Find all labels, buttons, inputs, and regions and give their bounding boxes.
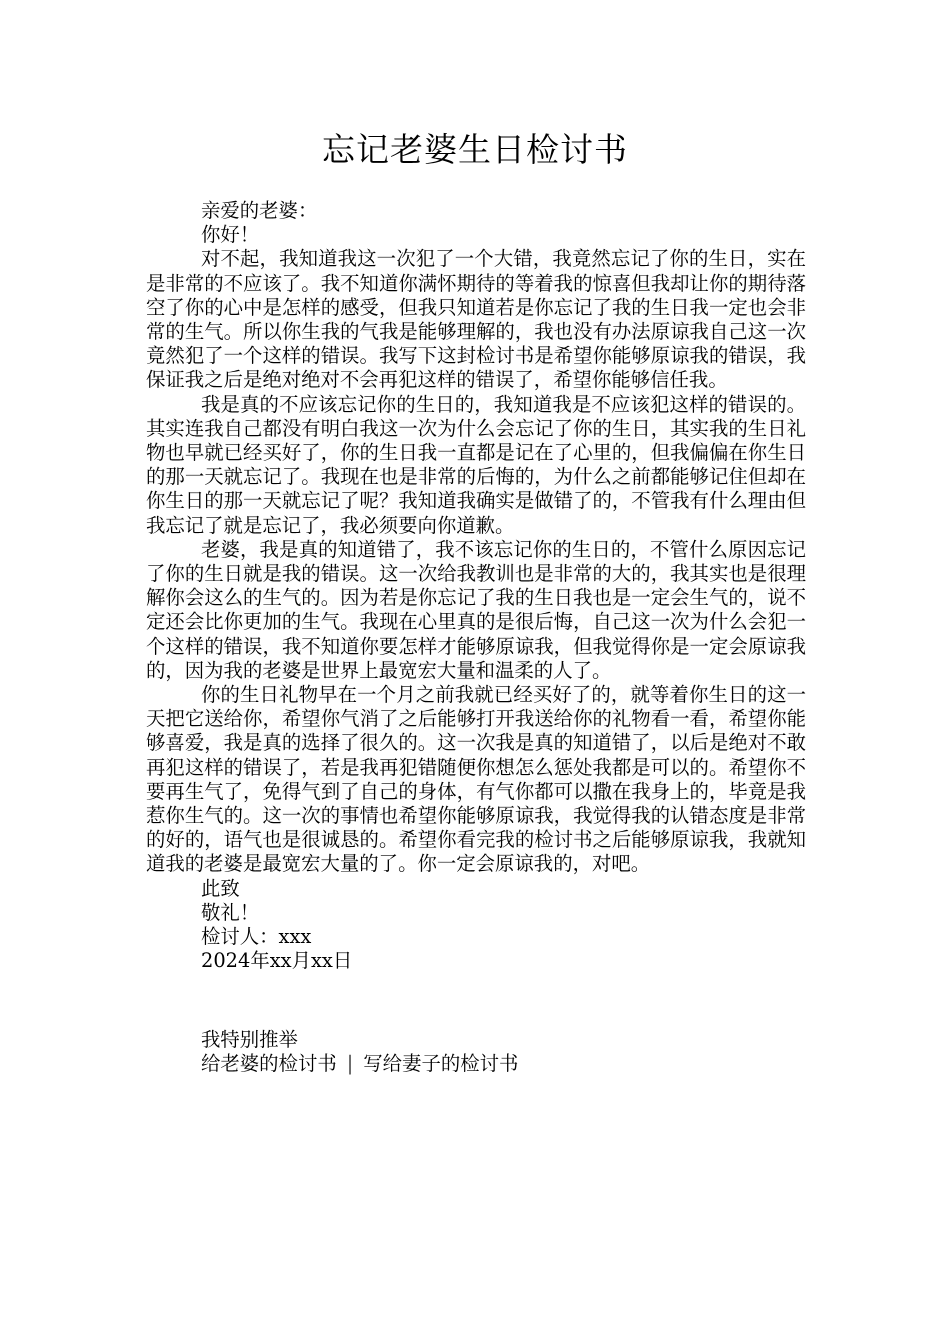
signature: 检讨人：xxx [201,925,312,949]
document-title: 忘记老婆生日检讨书 [322,130,628,169]
recommendation-link-2[interactable]: 写给妻子的检讨书 [363,1051,519,1075]
link-separator: | [346,1051,354,1075]
paragraph-4: 你的生日礼物早在一个月之前我就已经买好了的，就等着你生日的这一天把它送给你，希望你气消了之后能够打开我送给你的礼物看一看，希望你能够喜爱，我是真的选择了很久的。这一次我是真的知道错了，以后是绝对不敢再犯这样的错误了，若是我再犯错随便你想怎么惩处我都是可以的。希望你不要再生气了，免得气到了自己的身体，有气你都可以撒在我身上的，毕竟是我惹你生气的。这一次的事情也希望你能够原谅我，我觉得我的认错态度是非常的好的，语气也是很诚恳的。希望你看完我的检讨书之后能够原谅我，我就知道我的老婆是最宽宏大量的了。你一定会原谅我的，对吧。 [146,683,806,876]
letter-body [146,199,806,1076]
closing-line-1: 此致 [201,876,240,900]
paragraph-1: 对不起，我知道我这一次犯了一个大错，我竟然忘记了你的生日，实在是非常的不应该了。我不知道你满怀期待的等着我的惊喜但我却让你的期待落空了你的心中是怎样的感受，但我只知道若是你忘记了我的生日我一定也会非常的生气。所以你生我的气我是能够理解的，我也没有办法原谅我自己这一次竟然犯了一个这样的错误。我写下这封检讨书是希望你能够原谅我的错误，我保证我之后是绝对绝对不会再犯这样的错误了，希望你能够信任我。 [146,247,806,392]
recommendations-heading: 我特别推举 [201,1027,298,1051]
paragraph-2: 我是真的不应该忘记你的生日的，我知道我是不应该犯这样的错误的。其实连我自己都没有明白我这一次为什么会忘记了你的生日，其实我的生日礼物也早就已经买好了，你的生日我一直都是记在了心里的，但我偏偏在你生日的那一天就忘记了。我现在也是非常的后悔的，为什么之前都能够记住但却在你生日的那一天就忘记了呢？我知道我确实是做错了的，不管我有什么理由但我忘记了就是忘记了，我必须要向你道歉。 [146,392,806,537]
closing-line-2: 敬礼！ [201,900,260,924]
recommendation-link-1[interactable]: 给老婆的检讨书 [201,1051,337,1075]
recommendation-links [146,1052,806,1076]
date: 2024年xx月xx日 [201,949,353,973]
greeting: 你好！ [201,223,260,247]
paragraph-3: 老婆，我是真的知道错了，我不该忘记你的生日的，不管什么原因忘记了你的生日就是我的错误。这一次给我教训也是非常的大的，我其实也是很理解你会这么的生气的。因为若是你忘记了我的生日我也是一定会生气的，说不定还会比你更加的生气。我现在心里真的是很后悔，自己这一次为什么会犯一个这样的错误，我不知道你要怎样才能够原谅我，但我觉得你是一定会原谅我的，因为我的老婆是世界上最宽宏大量和温柔的人了。 [146,537,806,682]
salutation: 亲爱的老婆： [201,199,318,222]
spacer [146,974,806,1028]
